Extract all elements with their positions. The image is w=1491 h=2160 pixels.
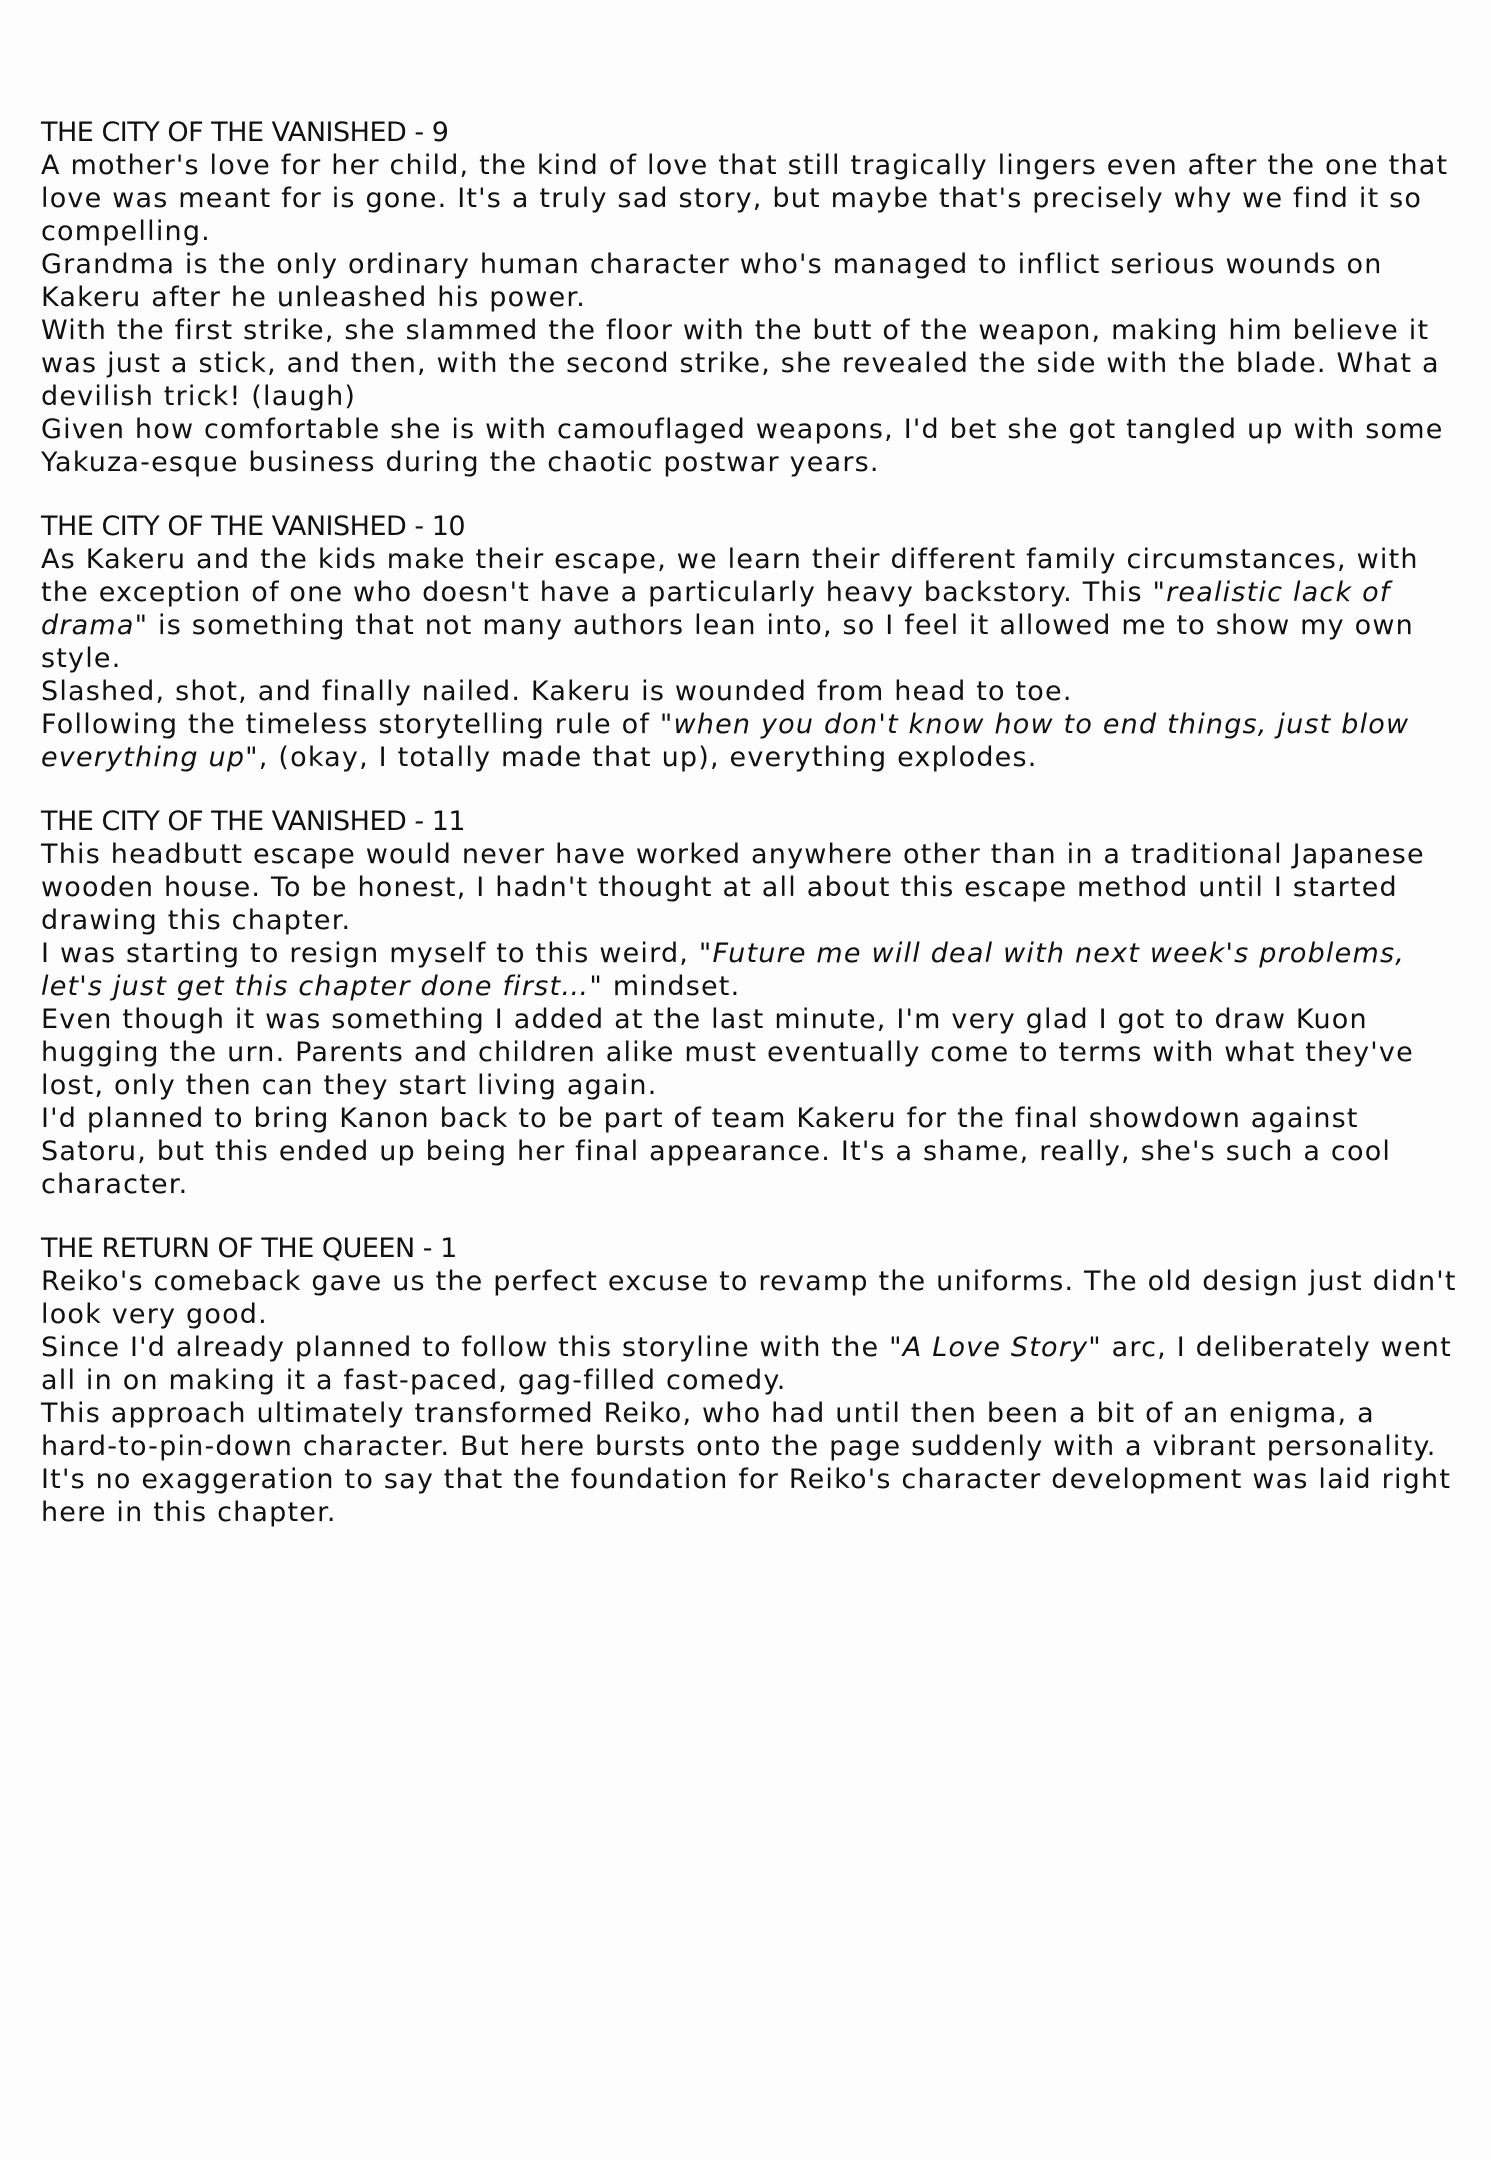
text-run: A mother's love for her child, the kind of love that still tragically lingers even after the one that love was meant for is gone. It's a truly sad story, but maybe that's precisely why we find it so compelling. [41, 150, 1449, 247]
italic-quote: "realistic lack of drama" [41, 577, 1391, 641]
italic-quote: "when you don't know how to end things, just blow everything up" [41, 709, 1410, 773]
section-city-of-the-vanished-10 [41, 510, 1461, 774]
text-run: is something that not many authors lean into, so I feel it allowed me to show my own style. [41, 610, 1414, 674]
text-run: arc, I deliberately went all in on making it a fast-paced, gag-filled comedy. [41, 1332, 1452, 1396]
text-run: mindset. [603, 971, 741, 1002]
paragraph [41, 708, 1461, 774]
paragraph [41, 1102, 1461, 1201]
text-run: Slashed, shot, and finally nailed. Kakeru is wounded from head to toe. [41, 676, 1073, 707]
italic-quote: "Future me will deal with next week's problems, let's just get this chapter done first…" [41, 938, 1405, 1002]
text-run: It's no exaggeration to say that the foundation for Reiko's character development was laid right here in this chapter. [41, 1464, 1452, 1528]
text-run: Since I'd already planned to follow this storyline with the [41, 1332, 890, 1363]
paragraph [41, 1265, 1461, 1331]
text-run: This approach ultimately transformed Reiko, who had until then been a bit of an enigma, a hard-to-pin-down character. But here bursts onto the page suddenly with a vibrant personality. [41, 1398, 1437, 1462]
section-heading: THE CITY OF THE VANISHED - 9 [41, 117, 449, 148]
text-run: Even though it was something I added at the last minute, I'm very glad I got to draw Kuon hugging the urn. Parents and children alike must eventually come to terms with what they've lost, only then can they start living again. [41, 1004, 1414, 1101]
paragraph [41, 1003, 1461, 1102]
section-heading: THE CITY OF THE VANISHED - 11 [41, 806, 466, 837]
text-run: Following the timeless storytelling rule of [41, 709, 660, 740]
paragraph [41, 675, 1461, 708]
paragraph [41, 149, 1461, 248]
italic-quote: "A Love Story" [889, 1332, 1102, 1363]
paragraph [41, 937, 1461, 1003]
paragraph [41, 314, 1461, 413]
text-run: Grandma is the only ordinary human character who's managed to inflict serious wounds on Kakeru after he unleashed his power. [41, 249, 1383, 313]
section-return-of-the-queen-1 [41, 1232, 1461, 1529]
paragraph [41, 543, 1461, 675]
text-run: Given how comfortable she is with camouflaged weapons, I'd bet she got tangled up with some Yakuza-esque business during the chaotic postwar years. [41, 414, 1444, 478]
text-run: As Kakeru and the kids make their escape, we learn their different family circumstances, with the exception of one who doesn't have a particularly heavy backstory. This [41, 544, 1419, 608]
text-run: With the first strike, she slammed the floor with the butt of the weapon, making him believe it was just a stick, and then, with the second strike, she revealed the side with the blade. What a devilish trick! (laugh) [41, 315, 1440, 412]
section-city-of-the-vanished-11 [41, 805, 1461, 1201]
section-heading: THE CITY OF THE VANISHED - 10 [41, 511, 466, 542]
text-run: I was starting to resign myself to this weird, [41, 938, 699, 969]
section-heading: THE RETURN OF THE QUEEN - 1 [41, 1233, 457, 1264]
page-text-body [41, 116, 1461, 1560]
paragraph [41, 1331, 1461, 1397]
paragraph [41, 1463, 1461, 1529]
text-run: , (okay, I totally made that up), everything explodes. [258, 742, 1038, 773]
paragraph [41, 413, 1461, 479]
text-run: I'd planned to bring Kanon back to be part of team Kakeru for the final showdown against Satoru, but this ended up being her final appearance. It's a shame, really, she's such a cool character. [41, 1103, 1392, 1200]
text-run: This headbutt escape would never have worked anywhere other than in a traditional Japanese wooden house. To be honest, I hadn't thought at all about this escape method until I started drawing this chapter. [41, 839, 1425, 936]
paragraph [41, 248, 1461, 314]
paragraph [41, 838, 1461, 937]
paragraph [41, 1397, 1461, 1463]
section-city-of-the-vanished-9 [41, 116, 1461, 479]
text-run: Reiko's comeback gave us the perfect excuse to revamp the uniforms. The old design just didn't look very good. [41, 1266, 1457, 1330]
